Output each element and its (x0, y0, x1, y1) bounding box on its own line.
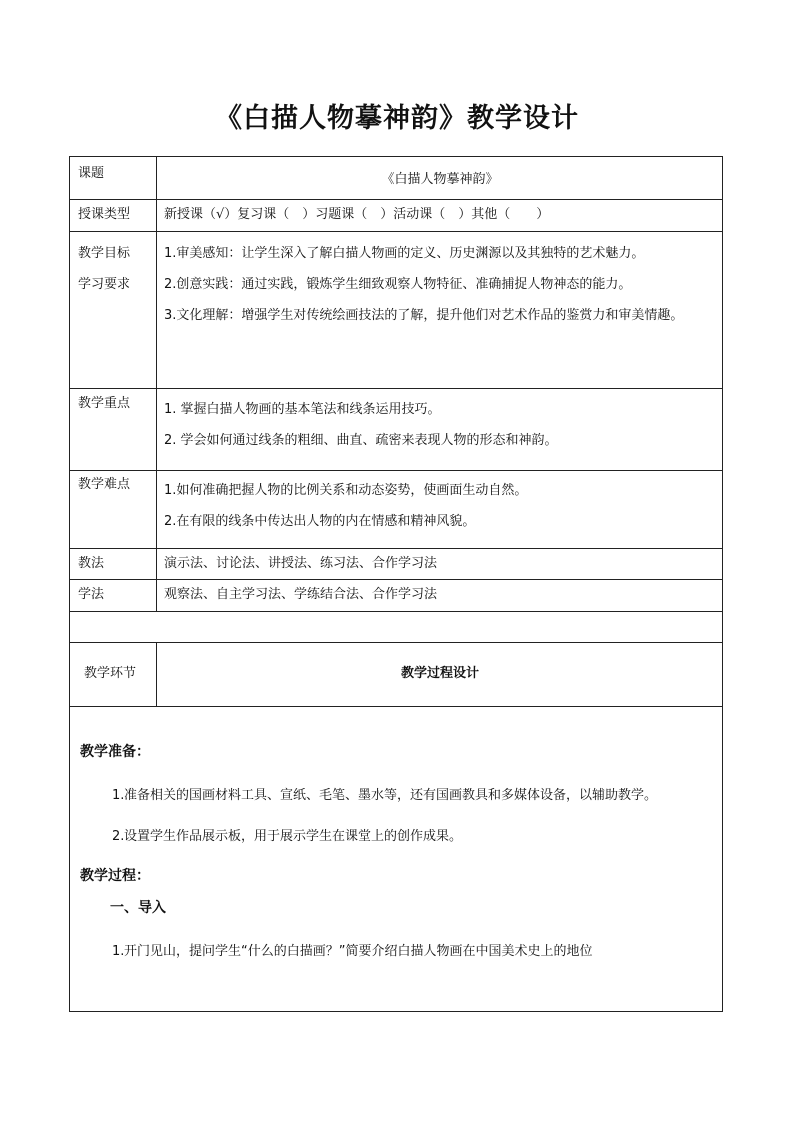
learning-method-label: 学法 (78, 587, 105, 602)
focus-item: 2. 学会如何通过线条的粗细、曲直、疏密来表现人物的形态和神韵。 (164, 433, 558, 448)
prep-heading: 教学准备： (80, 744, 150, 760)
list-number: 1. (112, 944, 125, 959)
column-divider (156, 642, 157, 706)
difficulty-label: 教学难点 (78, 477, 131, 492)
goals-list (164, 238, 716, 331)
process-heading: 教学过程： (80, 868, 150, 884)
focus-item: 1. 掌握白描人物画的基本笔法和线条运用技巧。 (164, 402, 441, 417)
row-divider (70, 548, 722, 549)
list-number: 1. (112, 788, 125, 803)
prep-list (80, 780, 716, 852)
list-number: 2. (112, 829, 125, 844)
column-divider (156, 157, 157, 611)
topic-value: 《白描人物摹神韵》 (381, 172, 499, 187)
process-design-heading: 教学过程设计 (400, 666, 479, 681)
list-item (80, 821, 716, 852)
row-divider (70, 231, 722, 232)
row-divider (70, 199, 722, 200)
lesson-body (80, 742, 716, 977)
difficulty-item: 1.如何准确把握人物的比例关系和动态姿势，使画面生动自然。 (164, 483, 528, 498)
row-divider (70, 706, 722, 707)
list-text: 准备相关的国画材料工具、宣纸、毛笔、墨水等，还有国画教具和多媒体设备，以辅助教学。 (124, 788, 658, 803)
teaching-method-label: 教法 (78, 556, 105, 571)
list-text: 开门见山，提问学生“什么的白描画？”简要介绍白描人物画在中国美术史上的地位 (124, 944, 593, 959)
list-item (80, 936, 716, 967)
stage-label: 教学环节 (84, 666, 137, 681)
document-title: 《白描人物摹神韵》教学设计 (215, 103, 579, 134)
goal-item: 3.文化理解：增强学生对传统绘画技法的了解，提升他们对艺术作品的鉴赏力和审美情趣。 (164, 308, 684, 323)
topic-label: 课题 (78, 166, 105, 181)
focus-list (164, 394, 716, 456)
difficulty-list (164, 475, 716, 537)
lesson-type-value: 新授课（√）复习课（ ）习题课（ ）活动课（ ）其他（ ） (164, 207, 550, 222)
goals-label: 教学目标 学习要求 (78, 246, 131, 292)
focus-label: 教学重点 (78, 396, 131, 411)
intro-list (80, 936, 716, 967)
row-divider (70, 388, 722, 389)
learning-method-value: 观察法、自主学习法、学练结合法、合作学习法 (164, 587, 438, 602)
row-divider (70, 642, 722, 643)
goal-item: 2.创意实践：通过实践，锻炼学生细致观察人物特征、准确捕捉人物神态的能力。 (164, 277, 632, 292)
row-divider (70, 611, 722, 612)
goal-item: 1.审美感知：让学生深入了解白描人物画的定义、历史渊源以及其独特的艺术魅力。 (164, 246, 645, 261)
difficulty-item: 2.在有限的线条中传达出人物的内在情感和精神风貌。 (164, 514, 476, 529)
teaching-method-value: 演示法、讨论法、讲授法、练习法、合作学习法 (164, 556, 438, 571)
list-text: 设置学生作品展示板，用于展示学生在课堂上的创作成果。 (124, 829, 463, 844)
list-item (80, 780, 716, 811)
lesson-plan-table (69, 156, 723, 1012)
row-divider (70, 579, 722, 580)
row-divider (70, 470, 722, 471)
section-heading: 一、导入 (110, 900, 166, 916)
lesson-type-label: 授课类型 (78, 207, 131, 222)
